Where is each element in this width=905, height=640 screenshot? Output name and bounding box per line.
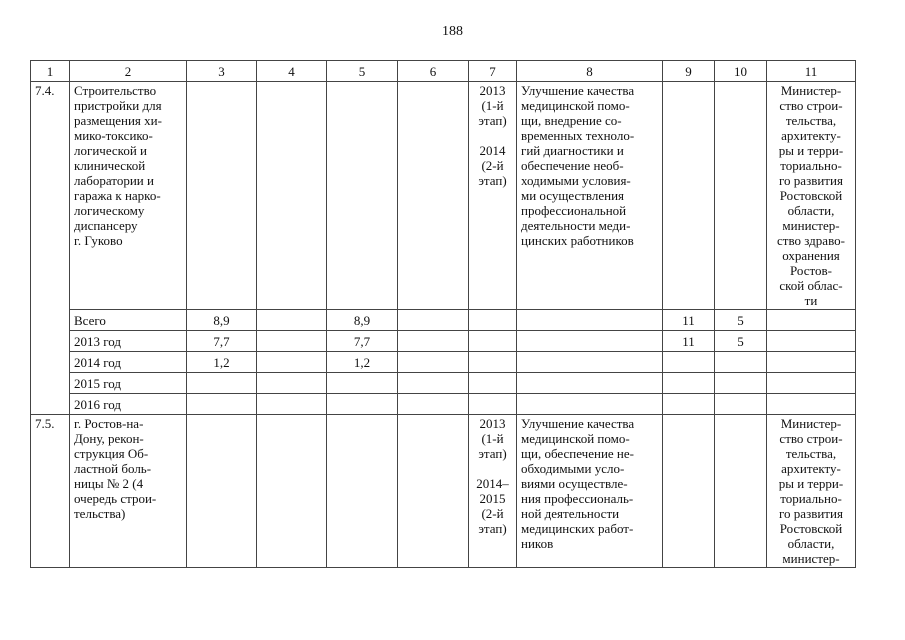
value-cell: 5	[715, 310, 767, 331]
value-cell	[715, 82, 767, 310]
value-cell	[327, 394, 398, 415]
text-line: 2013	[479, 416, 506, 431]
text-line: тельства,	[785, 113, 837, 128]
text-line: медицинских работ-	[521, 521, 634, 536]
value-cell	[187, 82, 257, 310]
text-line: тельства,	[785, 446, 837, 461]
text-line: области,	[787, 203, 835, 218]
text-line: ти	[804, 293, 818, 308]
text-line: диспансеру	[74, 218, 138, 233]
text-line: Улучшение качества	[521, 83, 635, 98]
text-line: Строительство	[74, 83, 157, 98]
value-cell: 5	[715, 331, 767, 352]
value-cell	[469, 310, 517, 331]
text-line: 2014–	[476, 476, 509, 491]
value-cell	[257, 394, 327, 415]
table-row-7-5	[31, 415, 856, 568]
text-line: Министер-	[780, 416, 842, 431]
text-line: щи, обеспечение не-	[521, 446, 634, 461]
header-cell: 1	[31, 61, 70, 82]
value-cell: 7,7	[187, 331, 257, 352]
value-cell	[398, 82, 469, 310]
text-line: логической и	[74, 143, 147, 158]
table-row	[31, 310, 856, 331]
text-line: архитекту-	[781, 461, 841, 476]
text-line: ми осуществления	[521, 188, 625, 203]
year-label: 2015 год	[70, 373, 187, 394]
value-cell	[767, 373, 856, 394]
year-label: 2016 год	[70, 394, 187, 415]
header-cell: 5	[327, 61, 398, 82]
value-cell	[715, 415, 767, 568]
text-line: размещения хи-	[74, 113, 162, 128]
text-line: ториально-	[780, 491, 842, 506]
value-cell	[398, 415, 469, 568]
value-cell	[767, 310, 856, 331]
header-cell: 7	[469, 61, 517, 82]
row-number: 7.4.	[31, 82, 70, 415]
value-cell: 11	[663, 310, 715, 331]
text-line: обходимыми усло-	[521, 461, 625, 476]
value-cell: 1,2	[187, 352, 257, 373]
text-line: очередь строи-	[74, 491, 157, 506]
page-number: 188	[442, 24, 463, 39]
value-cell	[187, 415, 257, 568]
text-line: 2014	[479, 143, 506, 158]
value-cell	[327, 415, 398, 568]
text-line: медицинской помо-	[521, 98, 630, 113]
value-cell	[663, 82, 715, 310]
text-line: ластной боль-	[74, 461, 152, 476]
text-line: ников	[521, 536, 554, 551]
text-line: ходимыми условия-	[521, 173, 631, 188]
value-cell	[257, 373, 327, 394]
object-name-cell	[70, 82, 187, 310]
text-line: пристройки для	[74, 98, 162, 113]
text-line: медицинской помо-	[521, 431, 630, 446]
responsible-cell	[767, 82, 856, 310]
header-cell: 2	[70, 61, 187, 82]
value-cell	[469, 394, 517, 415]
value-cell	[257, 415, 327, 568]
value-cell	[398, 373, 469, 394]
value-cell	[469, 373, 517, 394]
table-row	[31, 394, 856, 415]
text-line: щи, внедрение со-	[521, 113, 622, 128]
value-cell	[257, 352, 327, 373]
value-cell	[327, 82, 398, 310]
value-cell	[715, 373, 767, 394]
text-line: этап)	[478, 521, 507, 536]
value-cell	[187, 394, 257, 415]
text-line: обеспечение необ-	[521, 158, 624, 173]
value-cell	[663, 352, 715, 373]
text-line: мико-токсико-	[74, 128, 153, 143]
value-cell	[398, 331, 469, 352]
value-cell	[715, 394, 767, 415]
program-table	[30, 60, 856, 568]
text-line: министер-	[782, 218, 840, 233]
text-line: тельства)	[74, 506, 126, 521]
table-row	[31, 352, 856, 373]
text-line: архитекту-	[781, 128, 841, 143]
text-line: ство строи-	[779, 98, 843, 113]
text-line: струкция Об-	[74, 446, 149, 461]
text-line: г. Ростов-на-	[74, 416, 144, 431]
text-line: деятельности меди-	[521, 218, 631, 233]
text-line: 2015	[479, 491, 506, 506]
text-line: временных техноло-	[521, 128, 635, 143]
text-line: г. Гуково	[74, 233, 123, 248]
header-cell: 3	[187, 61, 257, 82]
text-line: 2013	[479, 83, 506, 98]
text-line: (1-й	[481, 98, 504, 113]
value-cell	[663, 394, 715, 415]
value-cell	[517, 310, 663, 331]
text-line: Ростовской	[779, 188, 843, 203]
value-cell	[398, 394, 469, 415]
value-cell	[767, 352, 856, 373]
value-cell	[398, 310, 469, 331]
text-line: этап)	[478, 173, 507, 188]
table-row	[31, 331, 856, 352]
stage-cell	[469, 415, 517, 568]
value-cell	[257, 310, 327, 331]
text-line: го развития	[779, 173, 843, 188]
value-cell	[517, 352, 663, 373]
header-cell: 11	[767, 61, 856, 82]
table-row	[31, 373, 856, 394]
text-line: Ростовской	[779, 521, 843, 536]
text-line: Ростов-	[790, 263, 832, 278]
value-cell	[767, 331, 856, 352]
text-line: (1-й	[481, 431, 504, 446]
text-line: гий диагностики и	[521, 143, 624, 158]
header-cell: 6	[398, 61, 469, 82]
text-line: Министер-	[780, 83, 842, 98]
text-line: области,	[787, 536, 835, 551]
value-cell	[517, 373, 663, 394]
text-line: ной деятельности	[521, 506, 620, 521]
value-cell: 7,7	[327, 331, 398, 352]
text-line: лаборатории и	[74, 173, 154, 188]
header-cell: 8	[517, 61, 663, 82]
table-row-7-4	[31, 82, 856, 310]
header-row	[31, 61, 856, 82]
text-line: (2-й	[481, 506, 504, 521]
value-cell	[469, 352, 517, 373]
text-line: ство здраво-	[777, 233, 845, 248]
text-line: охранения	[782, 248, 840, 263]
text-line: ния профессиональ-	[521, 491, 634, 506]
header-cell: 4	[257, 61, 327, 82]
row-number: 7.5.	[31, 415, 70, 568]
value-cell	[715, 352, 767, 373]
text-line: Дону, рекон-	[74, 431, 144, 446]
value-cell	[469, 331, 517, 352]
text-line: го развития	[779, 506, 843, 521]
text-line: ториально-	[780, 158, 842, 173]
text-line: профессиональной	[521, 203, 627, 218]
text-line: гаража к нарко-	[74, 188, 161, 203]
text-line: цинских работников	[521, 233, 634, 248]
stage-cell	[469, 82, 517, 310]
value-cell	[517, 394, 663, 415]
value-cell	[257, 82, 327, 310]
year-label: Всего	[70, 310, 187, 331]
text-line: (2-й	[481, 158, 504, 173]
text-line: этап)	[478, 446, 507, 461]
text-line: министер-	[782, 551, 840, 566]
object-name-cell	[70, 415, 187, 568]
year-label: 2013 год	[70, 331, 187, 352]
value-cell	[517, 331, 663, 352]
value-cell	[398, 352, 469, 373]
text-line: ской облас-	[779, 278, 843, 293]
value-cell: 8,9	[187, 310, 257, 331]
responsible-cell	[767, 415, 856, 568]
text-line: виями осуществле-	[521, 476, 628, 491]
value-cell	[187, 373, 257, 394]
header-cell: 9	[663, 61, 715, 82]
goal-cell	[517, 82, 663, 310]
year-label: 2014 год	[70, 352, 187, 373]
value-cell	[663, 415, 715, 568]
text-line: ры и терри-	[778, 476, 844, 491]
text-line: логическому	[74, 203, 145, 218]
value-cell	[663, 373, 715, 394]
value-cell: 11	[663, 331, 715, 352]
text-line: ры и терри-	[778, 143, 844, 158]
text-line: ство строи-	[779, 431, 843, 446]
header-cell: 10	[715, 61, 767, 82]
value-cell	[257, 331, 327, 352]
value-cell	[767, 394, 856, 415]
text-line: клинической	[74, 158, 146, 173]
value-cell	[327, 373, 398, 394]
value-cell: 1,2	[327, 352, 398, 373]
goal-cell	[517, 415, 663, 568]
text-line: ницы № 2 (4	[74, 476, 144, 491]
text-line: этап)	[478, 113, 507, 128]
text-line: Улучшение качества	[521, 416, 635, 431]
value-cell: 8,9	[327, 310, 398, 331]
